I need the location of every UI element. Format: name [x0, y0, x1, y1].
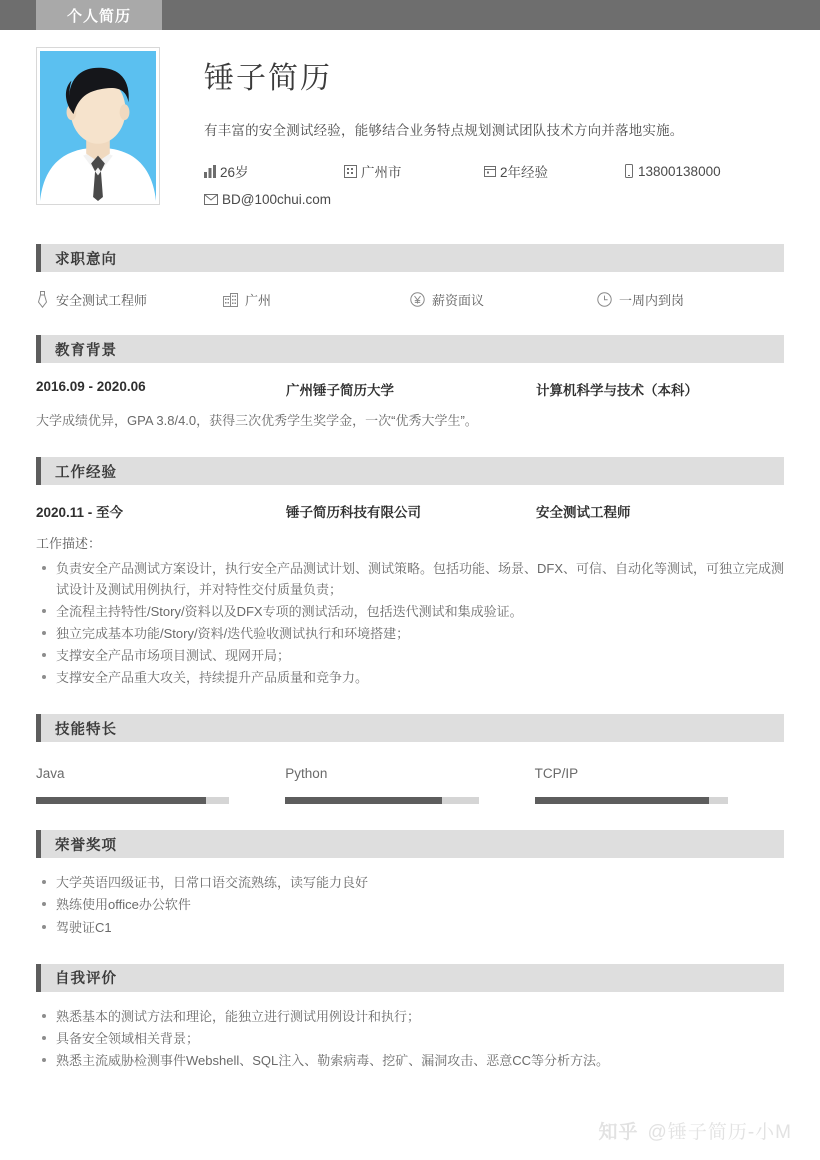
intent-availability: [597, 290, 784, 309]
intent-city-text: 广州: [245, 293, 272, 308]
intent-salary-text: 薪资面议: [432, 293, 485, 308]
contact-email: [204, 192, 504, 207]
section-header: [36, 830, 784, 858]
section-accent-bar: [36, 244, 41, 272]
section-title: 技能特长: [55, 721, 117, 738]
top-bar: [0, 0, 820, 30]
list-item: 驾驶证C1: [36, 917, 784, 938]
education-period: 2016.09 - 2020.06: [36, 379, 146, 394]
list-item: 大学英语四级证书，日常口语交流熟练，读写能力良好: [36, 872, 784, 893]
section-accent-bar: [36, 335, 41, 363]
education-school: 广州锤子简历大学: [286, 383, 394, 398]
section-honors: [36, 830, 784, 937]
section-accent-bar: [36, 457, 41, 485]
list-item: 负责安全产品测试方案设计，执行安全产品测试计划、测试策略。包括功能、场景、DFX、可信、自动化等测试，可独立完成测试设计及测试用例执行，并对特性交付质量负责；: [36, 558, 784, 600]
avatar-frame: [36, 47, 160, 205]
watermark-handle: @锤子简历-小M: [647, 1122, 792, 1143]
section-header: [36, 244, 784, 272]
section-title: 求职意向: [55, 251, 117, 268]
skill-progress-track: [285, 797, 478, 804]
contact-experience-text: 2年经验: [500, 165, 549, 180]
tab-personal-resume[interactable]: [36, 0, 162, 30]
person-photo-avatar-icon: [40, 51, 156, 201]
section-self-evaluation: [36, 964, 784, 1071]
list-item: 支撑安全产品重大攻关，持续提升产品质量和竞争力。: [36, 667, 784, 688]
section-accent-bar: [36, 964, 41, 992]
section-header: [36, 457, 784, 485]
section-title: 荣誉奖项: [55, 837, 117, 854]
section-education: [36, 335, 784, 431]
building-icon: [344, 165, 357, 178]
contact-age-text: 26岁: [220, 165, 249, 180]
list-item: 具备安全领域相关背景；: [36, 1028, 784, 1049]
section-header: [36, 335, 784, 363]
clock-icon: [597, 292, 612, 307]
section-title: 自我评价: [55, 971, 117, 988]
city-building-icon: [223, 293, 238, 307]
skill-item: [285, 766, 534, 804]
intent-salary: [410, 290, 597, 309]
contact-city: [344, 161, 484, 181]
candidate-name: 锤子简历: [204, 62, 332, 95]
section-title: 教育背景: [55, 342, 117, 359]
job-intention-items: [36, 290, 784, 309]
education-entry-row: [36, 379, 784, 399]
contact-city-text: 广州市: [361, 165, 402, 180]
yen-circle-icon: [410, 292, 425, 307]
work-entry-row: [36, 501, 784, 521]
contact-email-text: BD@100chui.com: [222, 192, 332, 207]
section-title: 工作经验: [55, 464, 117, 481]
chart-bars-icon: [204, 165, 216, 178]
intent-position: [36, 290, 223, 309]
skill-item: [535, 766, 784, 804]
work-period: 2020.11 - 至今: [36, 505, 124, 521]
avatar: [40, 51, 156, 201]
skill-progress-fill: [285, 797, 442, 804]
section-accent-bar: [36, 714, 41, 742]
contact-phone: [624, 161, 764, 181]
profile-info: [204, 47, 784, 218]
contact-experience: [484, 161, 624, 181]
skill-progress-track: [36, 797, 229, 804]
list-item: 支撑安全产品市场项目测试、现网开局；: [36, 645, 784, 666]
skill-progress-fill: [535, 797, 709, 804]
contact-list: [204, 161, 784, 218]
intent-position-text: 安全测试工程师: [56, 293, 148, 308]
phone-icon: [624, 164, 634, 178]
resume-page: [0, 30, 820, 1071]
honors-list: [36, 872, 784, 937]
profile-header: [36, 30, 784, 218]
intent-city: [223, 290, 410, 309]
list-item: 全流程主持特性/Story/资料以及DFX专项的测试活动，包括迭代测试和集成验证。: [36, 601, 784, 622]
skill-name: TCP/IP: [534, 766, 579, 782]
watermark-brand: 知乎: [598, 1122, 639, 1143]
section-accent-bar: [36, 830, 41, 858]
section-header: [36, 964, 784, 992]
intent-availability-text: 一周内到岗: [619, 293, 685, 308]
calendar-icon: [484, 165, 496, 178]
section-header: [36, 714, 784, 742]
skill-name: Java: [36, 766, 65, 782]
profile-tagline: 有丰富的安全测试经验，能够结合业务特点规划测试团队技术方向并落地实施。: [204, 123, 684, 138]
work-description-label: 工作描述：: [36, 536, 102, 552]
section-skills: [36, 714, 784, 804]
skill-name: Python: [285, 766, 328, 782]
skill-item: [36, 766, 285, 804]
contact-phone-text: 13800138000: [638, 163, 721, 179]
watermark: [599, 1117, 792, 1144]
list-item: 熟悉基本的测试方法和理论，能独立进行测试用例设计和执行；: [36, 1006, 784, 1027]
education-major: 计算机科学与技术（本科）: [536, 383, 698, 398]
envelope-icon: [204, 194, 218, 205]
education-description: 大学成绩优异，GPA 3.8/4.0，获得三次优秀学生奖学金，一次“优秀大学生”。: [36, 413, 478, 428]
work-description-list: [36, 558, 784, 688]
skill-progress-track: [535, 797, 728, 804]
contact-age: [204, 161, 344, 181]
list-item: 熟练使用office办公软件: [36, 894, 784, 915]
section-work-experience: [36, 457, 784, 688]
skill-progress-fill: [36, 797, 206, 804]
work-company: 锤子简历科技有限公司: [286, 505, 421, 521]
list-item: 熟悉主流威胁检测事件Webshell、SQL注入、勒索病毒、挖矿、漏洞攻击、恶意CC等分析方法。: [36, 1050, 784, 1071]
section-job-intention: [36, 244, 784, 309]
list-item: 独立完成基本功能/Story/资料/迭代验收测试执行和环境搭建；: [36, 623, 784, 644]
self-evaluation-list: [36, 1006, 784, 1071]
work-position: 安全测试工程师: [536, 505, 631, 521]
necktie-icon: [36, 291, 49, 308]
tab-label: 个人简历: [66, 7, 131, 25]
skills-list: [36, 766, 784, 804]
